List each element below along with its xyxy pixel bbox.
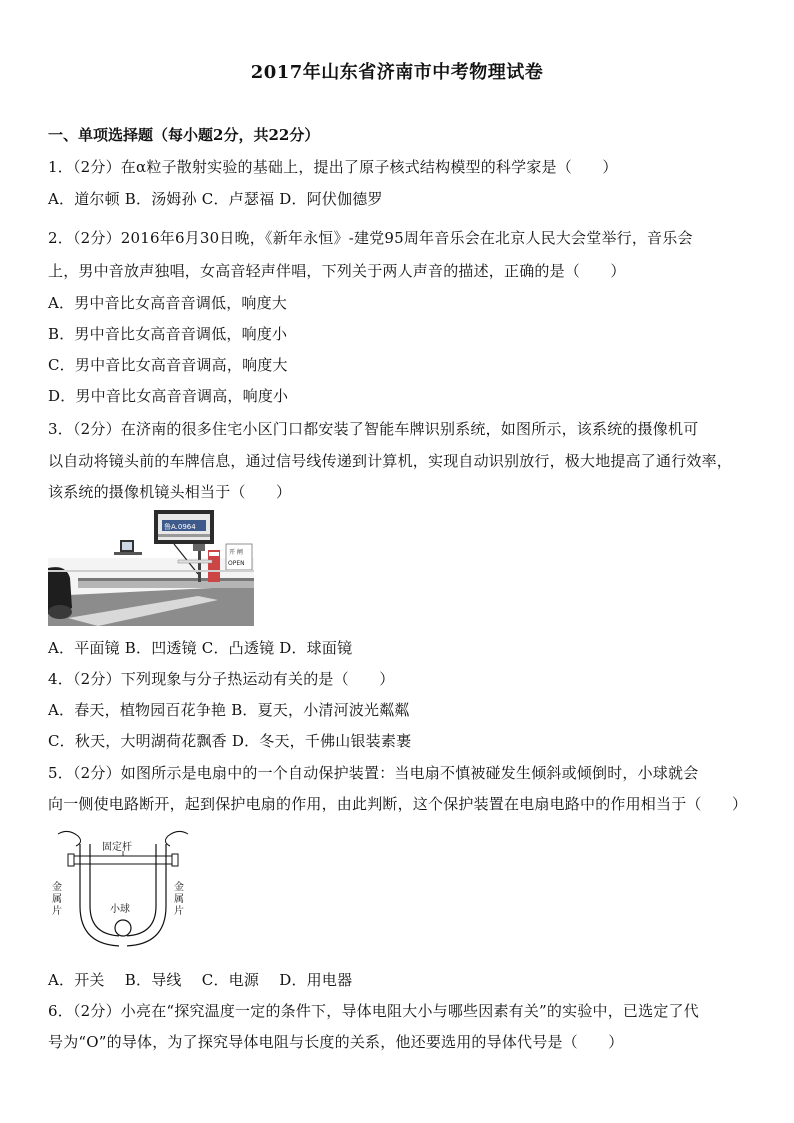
q2-option-d: D．男中音比女高音音调高，响度小	[48, 387, 289, 405]
q3-stem-line1: 3．（2分）在济南的很多住宅小区门口都安装了智能车牌识别系统，如图所示，该系统的摄像机可	[48, 420, 699, 438]
figure-label-ball: 小球	[110, 904, 130, 915]
q5-stem-line1: 5．（2分）如图所示是电扇中的一个自动保护装置：当电扇不慎被碰发生倾斜或倾倒时，小球就会	[48, 764, 699, 782]
q1-options: A．道尔顿 B．汤姆孙 C．卢瑟福 D．阿伏伽德罗	[48, 190, 383, 208]
figure-label-rod: 固定杆	[102, 842, 132, 853]
q6-stem-line1: 6．（2分）小亮在“探究温度一定的条件下，导体电阻大小与哪些因素有关”的实验中，已选定了代	[48, 1002, 699, 1020]
q3-stem-line2: 以自动将镜头前的车牌信息，通过信号线传递到计算机，实现自动识别放行，极大地提高了通行效率，	[48, 452, 733, 470]
q2-option-c: C．男中音比女高音音调高，响度大	[48, 356, 288, 374]
q5-options: A．开关 B．导线 C．电源 D．用电器	[48, 971, 353, 989]
q4-options-line2: C．秋天，大明湖荷花飘香 D．冬天，千佛山银装素裹	[48, 732, 412, 750]
license-plate-system-figure	[48, 508, 254, 626]
figure-sign-text-1: 开 闸	[229, 549, 243, 556]
section-heading: 一、单项选择题（每小题2分，共22分）	[48, 126, 320, 144]
q1-stem: 1．（2分）在α粒子散射实验的基础上，提出了原子核式结构模型的科学家是（ ）	[48, 158, 618, 176]
q3-options: A．平面镜 B．凹透镜 C．凸透镜 D．球面镜	[48, 639, 353, 657]
q2-option-a: A．男中音比女高音音调低，响度大	[48, 294, 288, 312]
q5-stem-line2: 向一侧使电路断开，起到保护电扇的作用，由此判断，这个保护装置在电扇电路中的作用相当于（ ）	[48, 795, 748, 813]
q2-option-b: B．男中音比女高音音调低，响度小	[48, 325, 288, 343]
figure-label-left-2: 属	[52, 894, 62, 905]
tilt-switch-figure	[48, 826, 198, 954]
figure-label-left-3: 片	[52, 906, 62, 917]
q6-stem-line2: 号为“O”的导体，为了探究导体电阻与长度的关系，他还要选用的导体代号是（ ）	[48, 1033, 624, 1051]
figure-label-right-1: 金	[174, 882, 184, 893]
figure-screen-text: 鲁A.0964	[164, 523, 196, 531]
q2-stem-line1: 2．（2分）2016年6月30日晚，《新年永恒》-建党95周年音乐会在北京人民大会堂举行，音乐会	[48, 229, 693, 247]
q3-stem-line3: 该系统的摄像机镜头相当于（ ）	[48, 483, 292, 501]
figure-label-left-1: 金	[52, 882, 62, 893]
q4-options-line1: A．春天，植物园百花争艳 B．夏天，小清河波光粼粼	[48, 701, 410, 719]
figure-sign-text-2: OPEN	[228, 560, 245, 567]
page-title: 2017年山东省济南市中考物理试卷	[250, 62, 544, 83]
q2-stem-line2: 上，男中音放声独唱，女高音轻声伴唱，下列关于两人声音的描述，正确的是（ ）	[48, 262, 626, 280]
figure-label-right-3: 片	[174, 906, 184, 917]
figure-label-right-2: 属	[174, 894, 184, 905]
q4-stem: 4．（2分）下列现象与分子热运动有关的是（ ）	[48, 670, 395, 688]
